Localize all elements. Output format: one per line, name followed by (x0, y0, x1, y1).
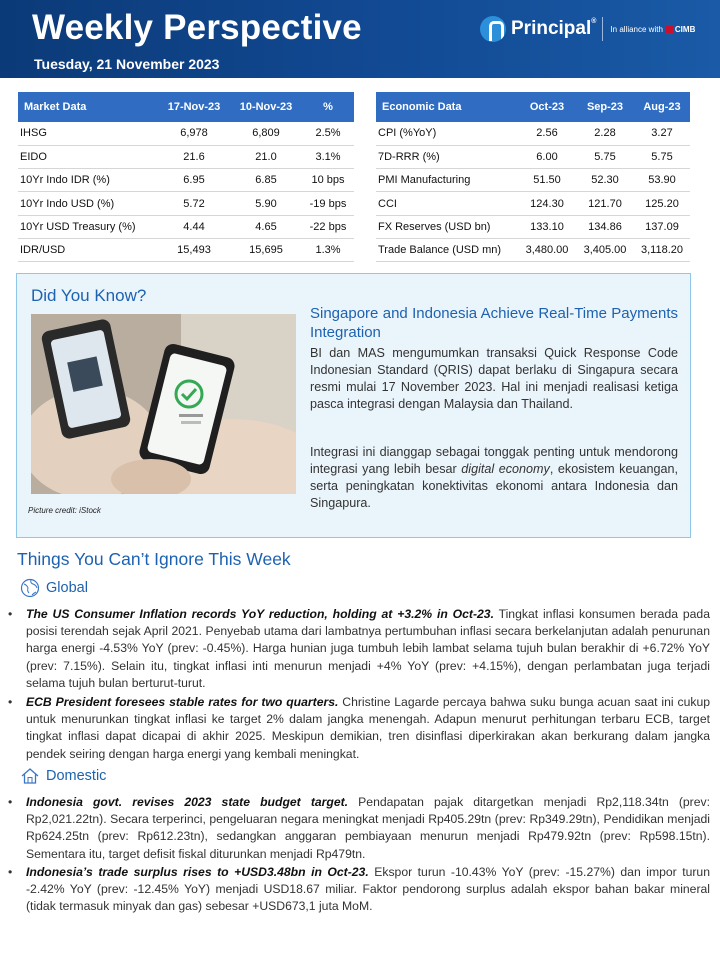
table-cell: 134.86 (576, 215, 634, 238)
table-cell: 21.0 (230, 145, 302, 168)
page-header (0, 0, 720, 78)
table-header-row (376, 92, 690, 122)
table-row (376, 215, 690, 238)
table-row (18, 122, 354, 145)
table-header-cell: Market Data (18, 92, 158, 122)
logo-registered-mark: ® (591, 18, 597, 25)
principal-logo-icon (480, 16, 506, 42)
list-item-body: Pendapatan pajak ditargetkan menjadi Rp2,118.34tn (prev: Rp2,021.22tn). Secara terperinci, pengeluaran negara meningkat menjadi Rp405.29tn (prev: Rp349.29tn), Pendidikan menjadi Rp624.25tn (prev: Rp612.23tn), sedangkan anggaran pembiayaan menurun menjadi Rp479.92tn (prev: Rp598.15tn). Sementara itu, target defisit fiskal diturunkan menjadi Rp479tn. (26, 795, 710, 861)
table-cell: CPI (%YoY) (376, 122, 518, 145)
table-cell: 7D-RRR (%) (376, 145, 518, 168)
table-cell: -22 bps (302, 215, 354, 238)
table-row (376, 122, 690, 145)
cimb-logo-icon (666, 26, 673, 33)
table-header-cell: 10-Nov-23 (230, 92, 302, 122)
list-item-lead: Indonesia’s trade surplus rises to +USD3.48bn in Oct-23. (26, 865, 369, 879)
table-row (18, 215, 354, 238)
table-row (18, 145, 354, 168)
table-cell: 4.65 (230, 215, 302, 238)
qr-payment-illustration (31, 314, 296, 494)
table-cell: 2.28 (576, 122, 634, 145)
table-cell: 6.95 (158, 169, 230, 192)
table-header-cell: Oct-23 (518, 92, 576, 122)
table-cell: 10 bps (302, 169, 354, 192)
list-item (8, 694, 710, 763)
table-cell: 10Yr Indo IDR (%) (18, 169, 158, 192)
table-cell: 124.30 (518, 192, 576, 215)
list-item-lead: ECB President foresees stable rates for two quarters. (26, 695, 339, 709)
table-row (18, 238, 354, 261)
paragraph-text: , ekosistem keuangan, serta peningkatan konektivitas ekonomi antara Indonesia dan Singapura. (310, 462, 678, 510)
globe-icon (20, 578, 40, 598)
logo-name: Principal (511, 18, 592, 39)
table-cell: 3,405.00 (576, 238, 634, 261)
alliance-label: In alliance with (610, 24, 663, 34)
did-you-know-headline: Singapore and Indonesia Achieve Real-Time Payments Integration (310, 305, 678, 341)
list-item (8, 864, 710, 916)
table-cell: 6.85 (230, 169, 302, 192)
table-cell: 6,978 (158, 122, 230, 145)
logo-divider (602, 17, 603, 41)
table-cell: 4.44 (158, 215, 230, 238)
table-cell: IDR/USD (18, 238, 158, 261)
table-row (376, 192, 690, 215)
table-cell: 121.70 (576, 192, 634, 215)
table-cell: EIDO (18, 145, 158, 168)
list-item-text (26, 794, 710, 863)
did-you-know-paragraph: BI dan MAS mengumumkan transaksi Quick Response Code Indonesian Standard (QRIS) dapat berlaku di Singapura secara resmi mulai 17 November 2023. Hal ini menjadi realisasi ketiga pasca integrasi dengan Malaysia dan Thailand. (310, 346, 678, 411)
table-cell: 5.72 (158, 192, 230, 215)
table-cell: 52.30 (576, 169, 634, 192)
table-cell: 3.27 (634, 122, 690, 145)
table-header-row (18, 92, 354, 122)
economic-data-table (376, 92, 690, 262)
table-cell: 5.90 (230, 192, 302, 215)
table-cell: 6.00 (518, 145, 576, 168)
did-you-know-paragraph (310, 444, 678, 512)
table-cell: 10Yr USD Treasury (%) (18, 215, 158, 238)
table-cell: 3,118.20 (634, 238, 690, 261)
table-header-cell: Sep-23 (576, 92, 634, 122)
page-title: Weekly Perspective (32, 8, 362, 47)
table-cell: 2.5% (302, 122, 354, 145)
section-title: Things You Can’t Ignore This Week (17, 549, 291, 569)
table-cell: FX Reserves (USD bn) (376, 215, 518, 238)
list-item-text (26, 694, 710, 763)
list-item-lead: The US Consumer Inflation records YoY reduction, holding at +3.2% in Oct-23. (26, 607, 494, 621)
table-cell: 3,480.00 (518, 238, 576, 261)
table-cell: CCI (376, 192, 518, 215)
global-subheading (20, 578, 88, 598)
house-icon (20, 766, 40, 786)
table-cell: 6,809 (230, 122, 302, 145)
list-item-body: Tingkat inflasi konsumen berada pada posisi terendah sejak April 2021. Penyebab utama dari lambatnya pertumbuhan inflasi secara berkelanjutan adalah penurunan harga energi -4.53% YoY (prev: -0.45%). Harga hunian juga tumbuh lebih lambat selama tujuh bulan berakhir di +6.72% YoY (prev: 7.15%). Selain itu, tingkat inflasi inti menurun menjadi +4% YoY (prev: +4.15%), dengan perlambatan juga terjadi selama tujuh bulan berturut-turut. (26, 607, 710, 690)
logo-text (511, 18, 596, 40)
table-row (18, 169, 354, 192)
table-cell: 5.75 (576, 145, 634, 168)
table-cell: IHSG (18, 122, 158, 145)
table-row (376, 238, 690, 261)
table-cell: 5.75 (634, 145, 690, 168)
table-cell: 15,493 (158, 238, 230, 261)
domestic-label: Domestic (46, 768, 107, 784)
table-header-cell: Economic Data (376, 92, 518, 122)
table-cell: 2.56 (518, 122, 576, 145)
list-item-text (26, 606, 710, 692)
table-cell: 51.50 (518, 169, 576, 192)
table-cell: 125.20 (634, 192, 690, 215)
market-data-table (18, 92, 354, 262)
table-cell: 133.10 (518, 215, 576, 238)
table-cell: 3.1% (302, 145, 354, 168)
domestic-subheading (20, 766, 106, 786)
paragraph-emphasis: digital economy (461, 462, 550, 476)
bullet-marker: • (8, 865, 13, 879)
table-header-cell: Aug-23 (634, 92, 690, 122)
list-item-body: Christine Lagarde percaya bahwa suku bunga acuan saat ini cukup untuk menurunkan tingkat inflasi ke target 2% dalam jangka menengah. Adapun menurut perhitungan terbaru ECB, target tingkat inflasi dapat dicapai di akhir 2025. Meskipun demikian, tren disinflasi diperkirakan akan berkurang dalam jangka pendek seiring dengan harga energi yang kembali meningkat. (26, 695, 711, 761)
global-label: Global (46, 580, 88, 596)
list-item-text (26, 864, 710, 916)
table-row (376, 145, 690, 168)
table-cell: 137.09 (634, 215, 690, 238)
photo-credit: Picture credit: iStock (28, 506, 101, 515)
did-you-know-title: Did You Know? (31, 286, 147, 305)
table-cell: Trade Balance (USD mn) (376, 238, 518, 261)
qr-payment-photo (31, 314, 296, 494)
table-cell: -19 bps (302, 192, 354, 215)
table-cell: 1.3% (302, 238, 354, 261)
list-item (8, 794, 710, 863)
table-cell: 21.6 (158, 145, 230, 168)
table-header-cell: 17-Nov-23 (158, 92, 230, 122)
report-date: Tuesday, 21 November 2023 (34, 56, 220, 72)
bullet-marker: • (8, 695, 13, 709)
bullet-marker: • (8, 607, 13, 621)
table-cell: 10Yr Indo USD (%) (18, 192, 158, 215)
alliance-text (610, 25, 695, 34)
bullet-marker: • (8, 795, 13, 809)
table-cell: PMI Manufacturing (376, 169, 518, 192)
table-row (376, 169, 690, 192)
table-row (18, 192, 354, 215)
principal-logo (480, 16, 695, 42)
cimb-label: CIMB (674, 24, 696, 34)
table-cell: 53.90 (634, 169, 690, 192)
list-item-lead: Indonesia govt. revises 2023 state budget target. (26, 795, 349, 809)
did-you-know-box (16, 273, 691, 538)
table-header-cell: % (302, 92, 354, 122)
list-item-body: Ekspor turun -10.43% YoY (prev: -15.27%) dan impor turun -2.42% YoY (prev: -12.45% YoY) menjadi USD18.67 miliar. Faktor pendorong surplus adalah ekspor bahan bakar mineral (tidak termasuk minyak dan gas) sebesar +USD673,1 juta MoM. (26, 865, 710, 914)
table-cell: 15,695 (230, 238, 302, 261)
paragraph-text: Integrasi ini dianggap sebagai tonggak penting untuk mendorong integrasi yang lebih besar (310, 445, 678, 476)
list-item (8, 606, 710, 692)
